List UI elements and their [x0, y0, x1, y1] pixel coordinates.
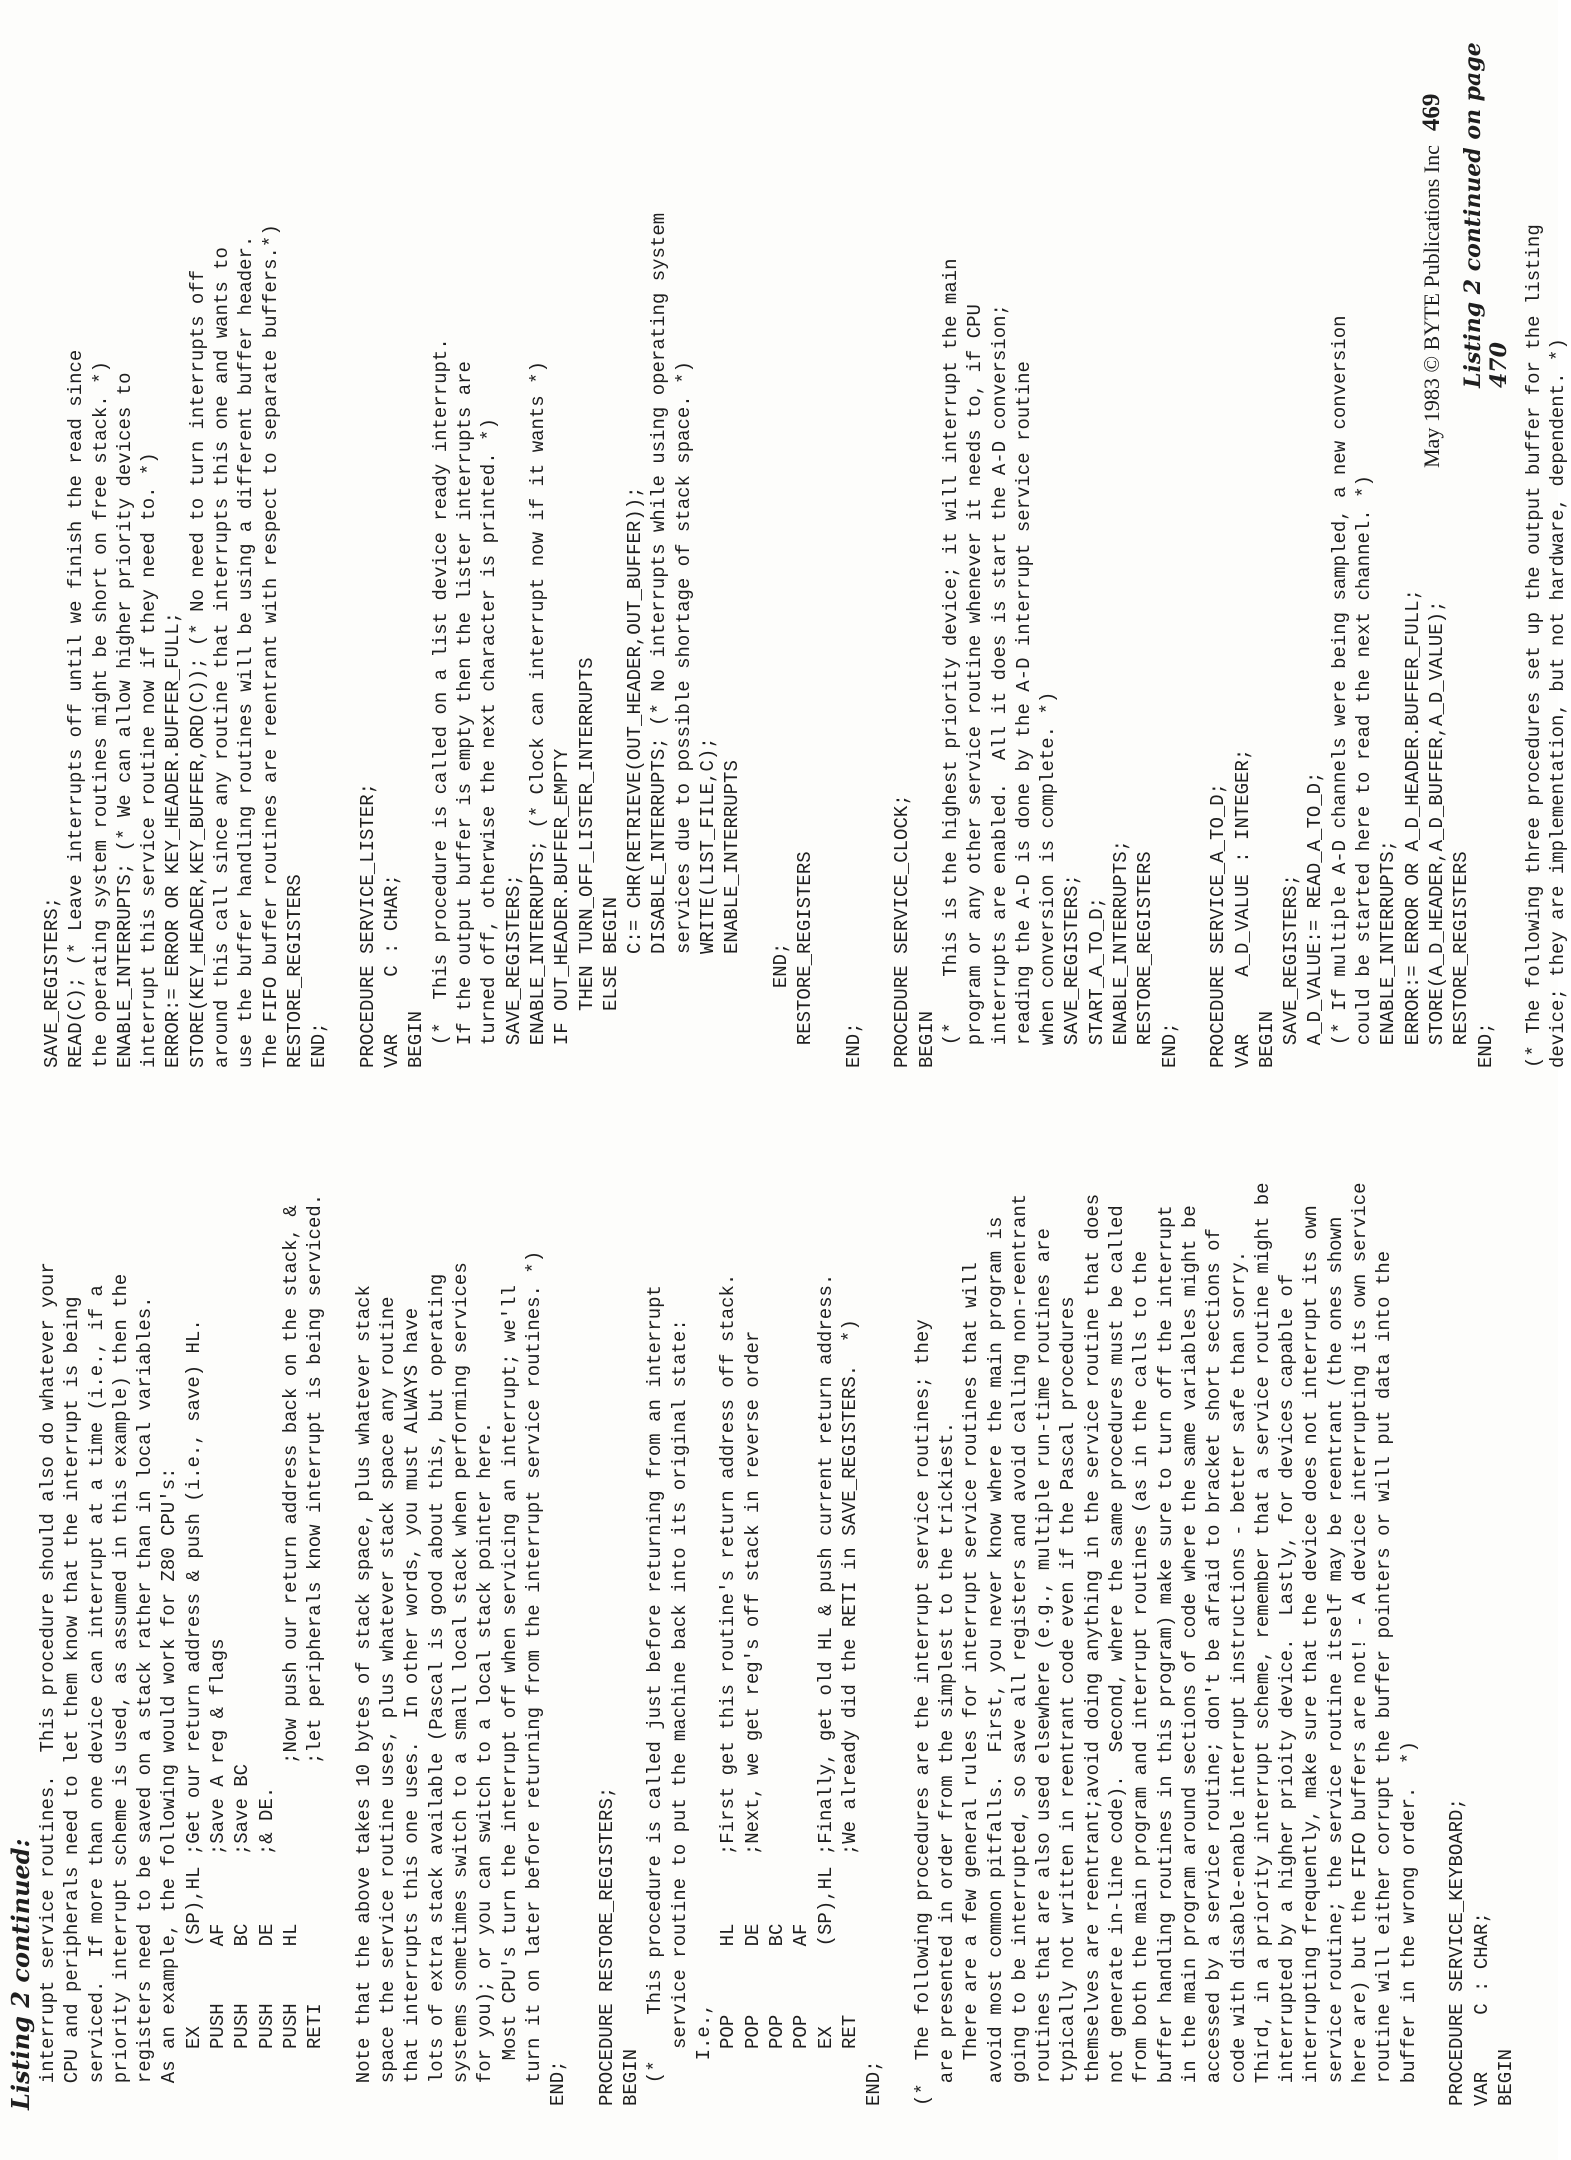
code-line: C:= CHR(RETRIEVE(OUT_HEADER,OUT_BUFFER));	[624, 486, 647, 1068]
code-line: VAR A_D_VALUE : INTEGER;	[1231, 748, 1254, 1068]
code-line: ELSE BEGIN	[599, 896, 622, 1068]
code-line: Note that the above takes 10 bytes of stack space, plus whatever stack	[352, 1285, 375, 2106]
code-line: VAR C : CHAR;	[381, 874, 404, 1068]
code-line: END;	[308, 1022, 331, 1068]
code-line: turned off, otherwise the next character is printed. *)	[478, 418, 501, 1068]
code-line: accessed by a service routine; don't be afraid to bracket short sections of	[1203, 1228, 1226, 2106]
code-line: POP HL ;First get this routine's return address off stack.	[717, 1273, 740, 2106]
code-line: from both the main program and interrupt routines (as in the calls to the	[1130, 1250, 1153, 2106]
code-line: (* This procedure is called on a list device ready interrupt.	[429, 338, 452, 1068]
code-line: A_D_VALUE:= READ_A_TO_D;	[1304, 771, 1327, 1068]
code-line: BEGIN	[1494, 2048, 1517, 2106]
code-line: END;	[1474, 1022, 1497, 1068]
code-line: space the service routine uses, plus whatever stack space any routine	[377, 1296, 400, 2106]
code-line	[571, 1096, 595, 2106]
code-line: POP BC	[765, 1923, 788, 2106]
code-line: RESTORE_REGISTERS	[1134, 851, 1157, 1068]
code-line: interrupting frequently, make sure that the device does not interrupt its own	[1300, 1205, 1323, 2106]
code-line: in the main program around sections of code where the same variables might be	[1178, 1205, 1201, 2106]
code-line: END;	[842, 1022, 865, 1068]
code-line: around this call since any routine that interrupts this one and wants to	[211, 247, 234, 1068]
code-line: service routine; the service routine itself may be reentrant (the ones shown	[1324, 1216, 1347, 2106]
code-line: IF OUT_HEADER.BUFFER_EMPTY	[551, 748, 574, 1068]
code-line	[818, 8, 842, 1068]
code-line: PUSH BC ;Save BC	[231, 1763, 254, 2106]
page-footer	[1418, 94, 1446, 468]
code-line: EX (SP),HL ;Finally, get old HL & push current return address.	[814, 1273, 837, 2106]
code-line: DISABLE_INTERRUPTS; (* No interrupts while using operating system	[648, 212, 671, 1068]
code-line: PROCEDURE SERVICE_KEYBOARD;	[1446, 1798, 1469, 2106]
code-line: could be started here to read the next channel. *)	[1353, 475, 1376, 1068]
code-line: BEGIN	[405, 1010, 428, 1068]
code-line: SAVE_REGISTERS;	[1061, 874, 1084, 1068]
code-line	[332, 8, 356, 1068]
code-line	[1421, 1096, 1445, 2106]
code-line: BEGIN	[1255, 1010, 1278, 1068]
code-line: There are a few general rules for interrupt service routines that will	[960, 1262, 983, 2106]
code-line: EX (SP),HL ;Get our return address & push (i.e., save) HL.	[182, 1319, 205, 2106]
code-line: when conversion is complete. *)	[1037, 691, 1060, 1068]
code-line: that interrupts this one uses. In other words, you must ALWAYS have	[401, 1307, 424, 2106]
code-line: turn it on later before returning from the interrupt service routines. *)	[522, 1250, 545, 2106]
code-line: PUSH DE ;& DE.	[255, 1786, 278, 2106]
code-line: RET ;We already did the RETI in SAVE_REGISTERS. *)	[838, 1319, 861, 2106]
code-line: END;	[547, 2060, 570, 2106]
code-line: END;	[1158, 1022, 1181, 1068]
code-line: I.e.,	[693, 2003, 716, 2106]
code-line: PUSH HL ;Now push our return address back on the stack, &	[279, 1205, 302, 2106]
code-line: ENABLE_INTERRUPTS	[721, 760, 744, 1068]
code-column-left	[36, 1096, 1518, 2106]
code-line: for you); or you can switch to a local stack pointer here.	[474, 1421, 497, 2106]
code-line: PROCEDURE SERVICE_LISTER;	[356, 782, 379, 1068]
code-line: interrupted by a higher prioity device. Lastly, for devices capable of	[1276, 1273, 1299, 2106]
code-line: BEGIN	[620, 2048, 643, 2106]
code-line: ERROR:= ERROR OR KEY_HEADER.BUFFER_FULL;	[162, 611, 185, 1068]
code-line: WRITE(LIST_FILE,C);	[697, 737, 720, 1068]
code-line: program or any other service routine whenever it needs to, if CPU	[964, 304, 987, 1068]
code-line: RESTORE_REGISTERS	[794, 851, 817, 1068]
code-line: (* This procedure is called just before returning from an interrupt	[644, 1285, 667, 2106]
listing-header: Listing 2 continued:	[6, 1838, 35, 2110]
code-line: As an example, the following would work for Z80 CPU's:	[158, 1467, 181, 2106]
code-line: buffer handling routines in this program) make sure to turn off the interrupt	[1154, 1205, 1177, 2106]
code-line: VAR C : CHAR;	[1470, 1912, 1493, 2106]
code-line: STORE(KEY_HEADER,KEY_BUFFER,ORD(C)); (* No need to turn interrupts off	[186, 269, 209, 1068]
code-line: PUSH AF ;Save A reg & flags	[207, 1638, 230, 2106]
code-line: (* The following procedures are the interrupt service routines; they	[911, 1319, 934, 2106]
code-line: (* The following three procedures set up the output buffer for the listing	[1523, 224, 1546, 1068]
code-line: use the buffer handling routines will be using a different buffer header.	[235, 235, 258, 1068]
code-line: routine will either corrupt the buffer pointers or will put data into the	[1373, 1250, 1396, 2106]
code-line: serviced. If more than one device can interrupt at a time (i.e., if a	[85, 1285, 108, 2106]
code-line: Third, in a priority interrupt scheme, remember that a service routine might be	[1251, 1182, 1274, 2106]
code-line: PROCEDURE SERVICE_A_TO_D;	[1207, 782, 1230, 1068]
code-line: BEGIN	[915, 1010, 938, 1068]
code-line: here are) but the FIFO buffers are not! - A device interrupting its own service	[1349, 1182, 1372, 2106]
code-line: READ(C); (* Leave interrupts off until we finish the read since	[65, 349, 88, 1068]
code-line: END;	[863, 2060, 886, 2106]
code-line	[886, 1096, 910, 2106]
code-line: THEN TURN_OFF_LISTER_INTERRUPTS	[575, 657, 598, 1068]
code-line: PROCEDURE SERVICE_CLOCK;	[891, 794, 914, 1068]
code-line	[866, 8, 890, 1068]
code-line: the operating system routines might be short on free stack. *)	[89, 361, 112, 1068]
code-line: avoid most common pitfalls. First, you never know where the main program is	[984, 1216, 1007, 2106]
code-line: SAVE_REGISTERS;	[1280, 874, 1303, 1068]
code-line: themselves are reentrant;avoid doing anything in the service routine that does	[1081, 1193, 1104, 2106]
code-line: device; they are implementation, but not hardware, dependent. *)	[1547, 338, 1570, 1068]
code-line: ERROR:= ERROR OR A_D_HEADER.BUFFER_FULL;	[1401, 589, 1424, 1068]
code-line: typically not written in reentrant code even if the Pascal procedures	[1057, 1296, 1080, 2106]
code-line: reading the A-D is done by the A-D interrupt service routine	[1012, 361, 1035, 1068]
code-line: interrupt this service routine now if they need to. *)	[138, 452, 161, 1068]
code-line: SAVE_REGISTERS;	[502, 874, 525, 1068]
code-line: The FIFO buffer routines are reentrant with respect to separate buffers.*)	[259, 224, 282, 1068]
continued-note: Listing 2 continued on page 470	[1460, 42, 1512, 388]
code-line: END;	[769, 942, 792, 1068]
code-line: ENABLE_INTERRUPTS;	[1377, 839, 1400, 1068]
code-line: ENABLE_INTERRUPTS;	[1110, 839, 1133, 1068]
code-line: are presented in order from the simplest to the trickiest.	[935, 1421, 958, 2106]
code-line: (* This is the highest priority device; it will interrupt the main	[939, 258, 962, 1068]
code-line	[1182, 8, 1206, 1068]
code-line	[745, 8, 769, 1068]
code-line: SAVE_REGISTERS;	[41, 896, 63, 1068]
code-line: systems sometimes switch to a small local stack when performing services	[450, 1262, 473, 2106]
code-line: PROCEDURE RESTORE_REGISTERS;	[595, 1786, 618, 2106]
code-line: If the output buffer is empty then the lister interrupts are	[454, 361, 477, 1068]
code-line: interrupt service routines. This procedure should also do whatever your	[37, 1262, 59, 2106]
code-line: going to be interrupted, so save all registers and avoid calling non-reentrant	[1008, 1193, 1031, 2106]
code-line: not generate in-line code). Second, where the same procedures must be called	[1106, 1205, 1129, 2106]
code-line: code with disable-enable interrupt instructions - better safe than sorry.	[1227, 1250, 1250, 2106]
code-line: START_A_TO_D;	[1085, 896, 1108, 1068]
code-line: POP AF	[790, 1923, 813, 2106]
code-line	[328, 1096, 352, 2106]
code-line: RETI ;let peripherals know interrupt is being serviced.	[304, 1193, 327, 2106]
code-line: POP DE ;Next, we get reg's off stack in reverse order	[741, 1330, 764, 2106]
code-line: (* If multiple A-D channels were being sampled, a new conversion	[1328, 315, 1351, 1068]
code-column-right	[40, 8, 1571, 1068]
code-line: buffer in the wrong order. *)	[1397, 1741, 1420, 2106]
code-line: registers need to be saved on a stack rather than in local variables.	[134, 1296, 157, 2106]
code-line: interrupts are enabled. All it does is start the A-D conversion;	[988, 304, 1011, 1068]
page-number: 469	[1418, 93, 1445, 132]
code-line: priority interrupt scheme is used, as assumed in this example) then the	[109, 1273, 132, 2106]
code-line: routines that are also used elsewhere (e.g., multiple run-time routines are	[1033, 1228, 1056, 2106]
code-line: services due to possible shortage of stack space. *)	[672, 361, 695, 1068]
code-line: lots of extra stack available (Pascal is good about this, but operating	[425, 1273, 448, 2106]
publication-credit: May 1983 © BYTE Publications Inc	[1419, 145, 1444, 468]
code-line: ENABLE_INTERRUPTS; (* Clock can interrupt now if it wants *)	[526, 361, 549, 1068]
code-line: STORE(A_D_HEADER,A_D_BUFFER,A_D_VALUE);	[1425, 600, 1448, 1068]
code-line: service routine to put the machine back into its original state:	[668, 1319, 691, 2106]
code-line: ENABLE_INTERRUPTS; (* We can allow higher priority devices to	[113, 372, 136, 1068]
code-line: RESTORE_REGISTERS	[1450, 851, 1473, 1068]
code-line: RESTORE_REGISTERS	[283, 874, 306, 1068]
code-line: Most CPU's turn the interrupt off when servicing an interrupt; we'll	[498, 1285, 521, 2106]
code-line: CPU and peripherals need to let them know that the interrupt is being	[61, 1296, 84, 2106]
